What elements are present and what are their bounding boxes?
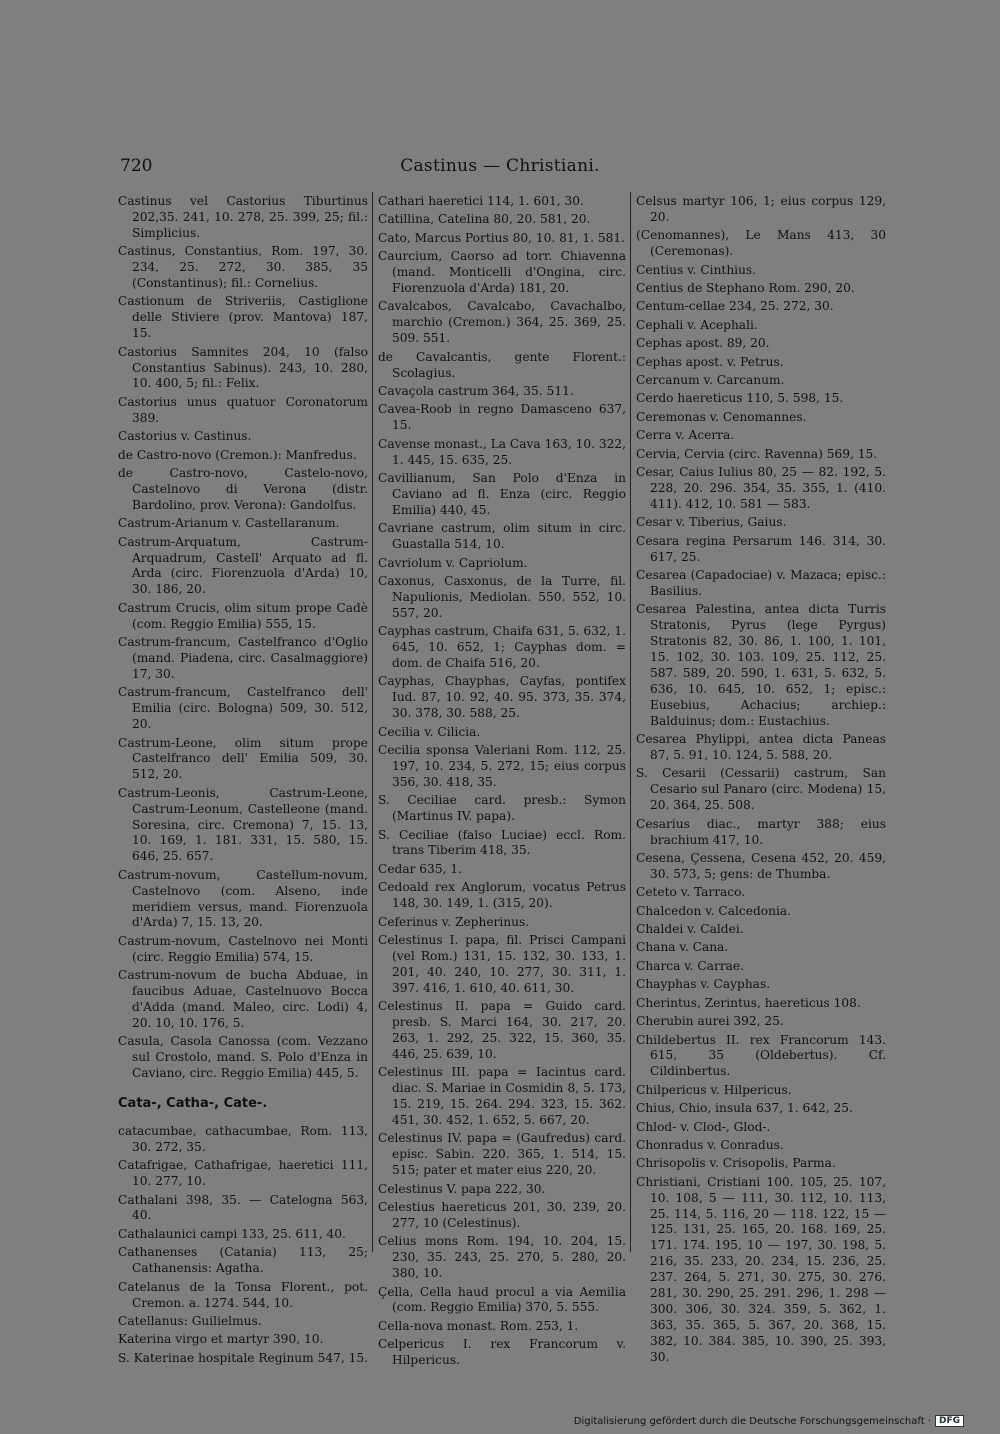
index-entry: Cephas apost. 89, 20. (636, 336, 770, 351)
index-entry: Celestinus I. papa, fil. Prisci Campani (vel Rom.) 131, 15. 132, 30. 133, 1. 201, 40. 240, 10. 277, 30. 311, 1. 397. 416, 1. 610, 40. 611, 30. (378, 932, 626, 995)
dfg-logo: DFG (935, 1415, 964, 1427)
index-entry: catacumbae, cathacumbae, Rom. 113, 30. 272, 35. (118, 1123, 368, 1154)
index-entry: Castrum-francum, Castelfranco dell' Emilia (circ. Bologna) 509, 30. 512, 20. (118, 685, 368, 732)
footer-credit (574, 1415, 964, 1427)
index-entry: Ceferinus v. Zepherinus. (378, 914, 530, 929)
index-entry: Ceremonas v. Cenomannes. (636, 409, 807, 424)
index-entry: Castrum-novum, Castellum-novum, Castelnovo (com. Alseno, inde meridiem versus, mand. Fiorenzuola d'Arda) 7, 15. 13, 20. (118, 867, 368, 930)
index-entry: Catellanus: Guilielmus. (118, 1313, 262, 1328)
index-entry: Christiani, Cristiani 100. 105, 25. 107, 10. 108, 5 — 111, 30. 112, 10. 113, 25. 114, 5. 116, 20 — 118. 122, 15 — 125. 131, 25. 165, 20. 168. 169, 25. 171. 174. 195, 10 — 197, 30. 198, 5. 216, 35. 233, 20. 234, 15. 236, 25. 237. 264, 5. 271, 30. 275, 30. 276. 281, 30. 290, 25. 291. 296, 1. 298 — 300. 306, 30. 324. 359, 5. 362, 1. 363, 35. 365, 5. 367, 20. 368, 15. 382, 10. 384. 385, 10. 390, 25. 393, 30. (636, 1174, 886, 1364)
index-entry: Cavriolum v. Capriolum. (378, 555, 528, 570)
index-entry: de Cavalcantis, gente Florent.: Scolagius. (378, 349, 626, 380)
index-entry: Catillina, Catelina 80, 20. 581, 20. (378, 212, 591, 227)
index-entry: Cesena, Çessena, Cesena 452, 20. 459, 30. 573, 5; gens: de Thumba. (636, 850, 886, 881)
index-entry: de Castro-novo, Castelo-novo, Castelnovo di Verona (distr. Bardolino, prov. Verona): Gandolfus. (118, 466, 368, 512)
index-entry: Cercanum v. Carcanum. (636, 373, 785, 388)
index-entry: Cavillianum, San Polo d'Enza in Caviano ad fl. Enza (circ. Reggio Emilia) 440, 45. (378, 471, 626, 517)
index-entry: de Castro-novo (Cremon.): Manfredus. (118, 447, 357, 462)
index-entry: Catelanus de la Tonsa Florent., pot. Cremon. a. 1274. 544, 10. (118, 1279, 368, 1310)
index-entry: Centum-cellae 234, 25. 272, 30. (636, 299, 834, 314)
index-column-1 (118, 194, 368, 1369)
index-column-3 (636, 194, 886, 1368)
index-entry: Castinus, Constantius, Rom. 197, 30. 234, 25. 272, 30. 385, 35 (Constantinus); fil.: Cornelius. (118, 244, 368, 291)
index-entry: Castrum Crucis, olim situm prope Cadè (com. Reggio Emilia) 555, 15. (118, 600, 368, 631)
index-entry: Celsus martyr 106, 1; eius corpus 129, 20. (636, 194, 886, 224)
index-entry: Chana v. Cana. (636, 940, 729, 955)
index-entry: Celestinus IV. papa = (Gaufredus) card. episc. Sabin. 220. 365, 1. 514, 15. 515; pater et mater eius 220, 20. (378, 1131, 626, 1178)
index-entry: Cayphas castrum, Chaifa 631, 5. 632, 1. 645, 10. 652, 1; Cayphas dom. = dom. de Chaifa 516, 20. (378, 624, 626, 670)
column-divider (372, 192, 373, 1252)
index-entry: Castrum-novum de bucha Abduae, in faucibus Aduae, Castelnuovo Bocca d'Adda (mand. Maleo, circ. Lodi) 4, 20. 10, 10. 176, 5. (118, 968, 368, 1030)
index-entry: Castrum-Leonis, Castrum-Leone, Castrum-Leonum, Castelleone (mand. Soresina, circ. Cremona) 7, 15. 13, 10. 169, 1. 181. 331, 15. 580, 15. 646, 25. 657. (118, 785, 368, 864)
index-entry: Cesar, Caius Iulius 80, 25 — 82. 192, 5. 228, 20. 296. 354, 35. 355, 1. (410. 411). 412, 10. 581 — 583. (636, 465, 886, 511)
index-entry: Castinus vel Castorius Tiburtinus 202,35. 241, 10. 278, 25. 399, 25; fil.: Simplicius. (118, 194, 368, 240)
index-entry: Caxonus, Casxonus, de la Turre, fil. Napulionis, Mediolan. 550. 552, 10. 557, 20. (378, 573, 626, 620)
index-entry: Centius v. Cinthius. (636, 262, 757, 277)
index-entry: Chilpericus v. Hilpericus. (636, 1082, 792, 1097)
index-entry: Cathari haeretici 114, 1. 601, 30. (378, 194, 584, 208)
index-entry: S. Ceciliae card. presb.: Symon (Martinus IV. papa). (378, 793, 626, 824)
index-entry: S. Katerinae hospitale Reginum 547, 15. (118, 1350, 368, 1365)
index-entry: Cephali v. Acephali. (636, 317, 758, 332)
index-entry: Cayphas, Chayphas, Cayfas, pontifex Iud. 87, 10. 92, 40. 95. 373, 35. 374, 30. 378, 30. 588, 25. (378, 674, 626, 721)
index-entry: Charca v. Carrae. (636, 958, 745, 973)
index-entry: Centius de Stephano Rom. 290, 20. (636, 281, 855, 296)
index-entry: Cephas apost. v. Petrus. (636, 354, 784, 369)
index-entry: Casula, Casola Canossa (com. Vezzano sul Crostolo, mand. S. Polo d'Enza in Caviano, circ. Reggio Emilia) 445, 5. (118, 1034, 368, 1081)
index-entry: Cesar v. Tiberius, Gaius. (636, 515, 787, 530)
index-entry: Cerdo haereticus 110, 5. 598, 15. (636, 391, 844, 406)
index-entry: Chrisopolis v. Crisopolis, Parma. (636, 1156, 836, 1171)
index-entry: Cavriane castrum, olim situm in circ. Guastalla 514, 10. (378, 521, 626, 552)
index-entry: Castrum-novum, Castelnovo nei Monti (circ. Reggio Emilia) 574, 15. (118, 933, 368, 964)
index-entry: Cedar 635, 1. (378, 861, 462, 876)
section-heading: Cata-, Catha-, Cate-. (118, 1096, 268, 1112)
index-entry: Cathalaunici campi 133, 25. 611, 40. (118, 1226, 346, 1241)
index-entry: Cathalani 398, 35. — Catelogna 563, 40. (118, 1192, 368, 1223)
index-entry: Cerra v. Acerra. (636, 428, 735, 443)
index-entry: Cecilia v. Cilicia. (378, 724, 481, 739)
index-entry: Cella-nova monast. Rom. 253, 1. (378, 1318, 579, 1333)
index-entry: Castorius v. Castinus. (118, 429, 252, 444)
column-divider (630, 192, 631, 1252)
running-head: Castinus — Christiani. (400, 156, 600, 176)
index-entry: Celpericus I. rex Francorum v. Hilpericus. (378, 1337, 626, 1368)
index-entry: Cervia, Cervia (circ. Ravenna) 569, 15. (636, 446, 878, 461)
index-entry: Cesarius diac., martyr 388; eius brachium 417, 10. (636, 816, 886, 847)
index-entry: Cedoald rex Anglorum, vocatus Petrus 148, 30. 149, 1. (315, 20). (378, 880, 626, 911)
index-entry: S. Cesarii (Cessarii) castrum, San Cesario sul Panaro (circ. Modena) 15, 20. 364, 25. 508. (636, 766, 886, 813)
page-number: 720 (120, 156, 153, 176)
index-entry: (Cenomannes), Le Mans 413, 30 (Ceremonas). (636, 228, 886, 259)
index-entry: Castorius Samnites 204, 10 (falso Constantius Sabinus). 243, 10. 280, 10. 400, 5; fil.: Felix. (118, 344, 368, 391)
index-column-2 (378, 194, 626, 1372)
index-entry: Cesarea (Capadociae) v. Mazaca; episc.: Basilius. (636, 568, 886, 598)
index-entry: Celestinus III. papa = Iacintus card. diac. S. Mariae in Cosmidin 8, 5. 173, 15. 219, 15. 264. 294. 323, 15. 362. 451, 30. 452, 1. 652, 5. 667, 20. (378, 1065, 626, 1127)
index-entry: Caurcium, Caorso ad torr. Chiavenna (mand. Monticelli d'Ongina, circ. Fiorenzuola d'Arda) 181, 20. (378, 249, 626, 296)
index-entry: Castrum-Arianum v. Castellaranum. (118, 516, 340, 531)
index-entry: Chayphas v. Cayphas. (636, 977, 771, 992)
index-entry: Çella, Cella haud procul a via Aemilia (com. Reggio Emilia) 370, 5. 555. (378, 1284, 626, 1315)
index-entry: Celestius haereticus 201, 30. 239, 20. 277, 10 (Celestinus). (378, 1199, 626, 1230)
index-entry: Chlod- v. Clod-, Glod-. (636, 1119, 771, 1134)
index-entry: Cavaçola castrum 364, 35. 511. (378, 383, 574, 398)
footer-text: Digitalisierung gefördert durch die Deutsche Forschungsgemeinschaft · (573, 1415, 931, 1427)
index-entry: Katerina virgo et martyr 390, 10. (118, 1332, 324, 1347)
index-entry: Catafrigae, Cathafrigae, haeretici 111, 10. 277, 10. (118, 1158, 368, 1189)
index-entry: Cathanenses (Catania) 113, 25; Cathanensis: Agatha. (118, 1245, 368, 1276)
index-entry: Castrum-Leone, olim situm prope Castelfranco dell' Emilia 509, 30. 512, 20. (118, 735, 368, 782)
index-entry: Castrum-francum, Castelfranco d'Oglio (mand. Piadena, circ. Casalmaggiore) 17, 30. (118, 635, 368, 681)
index-entry: Cesarea Palestina, antea dicta Turris Stratonis, Pyrus (lege Pyrgus) Stratonis 82, 30. 86, 1. 100, 1. 101, 15. 102, 30. 103. 109, 25. 112, 25. 587. 589, 20. 590, 1. 631, 5. 632, 5. 636, 10. 645, 10. 652, 1; episc.: Eusebius, Achacius; archiep.: Balduinus; dom.: Eustachius. (636, 602, 886, 728)
index-entry: Cesarea Phylippi, antea dicta Paneas 87, 5. 91, 10. 124, 5. 588, 20. (636, 732, 886, 762)
index-entry: Cesara regina Persarum 146. 314, 30. 617, 25. (636, 533, 886, 564)
index-entry: Castorius unus quatuor Coronatorum 389. (118, 394, 368, 425)
index-entry: Cato, Marcus Portius 80, 10. 81, 1. 581. (378, 230, 625, 245)
index-entry: Cecilia sponsa Valeriani Rom. 112, 25. 197, 10. 234, 5. 272, 15; eius corpus 356, 30. 418, 35. (378, 743, 626, 789)
index-entry: Childebertus II. rex Francorum 143. 615, 35 (Oldebertus). Cf. Cildinbertus. (636, 1032, 886, 1079)
index-entry: Cherubin aurei 392, 25. (636, 1014, 784, 1029)
index-entry: Chonradus v. Conradus. (636, 1137, 784, 1152)
index-entry: Cavense monast., La Cava 163, 10. 322, 1. 445, 15. 635, 25. (378, 436, 626, 467)
index-entry: Castionum de Striveriis, Castiglione delle Stiviere (prov. Mantova) 187, 15. (118, 294, 368, 341)
index-entry: Castrum-Arquatum, Castrum-Arquadrum, Castell' Arquato ad fl. Arda (circ. Fiorenzuola d'Arda) 10, 30. 186, 20. (118, 534, 368, 597)
index-entry: Celestinus V. papa 222, 30. (378, 1181, 546, 1196)
index-entry: Chaldei v. Caldei. (636, 922, 744, 937)
index-entry: Ceteto v. Tarraco. (636, 885, 746, 900)
index-entry: Cavea-Roob in regno Damasceno 637, 15. (378, 402, 626, 433)
index-entry: Cavalcabos, Cavalcabo, Cavachalbo, marchio (Cremon.) 364, 25. 369, 25. 509. 551. (378, 299, 626, 346)
index-entry: Chalcedon v. Calcedonia. (636, 903, 791, 918)
index-entry: S. Ceciliae (falso Luciae) eccl. Rom. trans Tiberim 418, 35. (378, 827, 626, 858)
index-entry: Celestinus II. papa = Guido card. presb. S. Marci 164, 30. 217, 20. 263, 1. 292, 25. 322, 15. 360, 35. 446, 25. 639, 10. (378, 999, 626, 1061)
index-entry: Celius mons Rom. 194, 10. 204, 15. 230, 35. 243, 25. 270, 5. 280, 20. 380, 10. (378, 1234, 626, 1281)
index-entry: Chius, Chio, insula 637, 1. 642, 25. (636, 1101, 853, 1116)
index-entry: Cherintus, Zerintus, haereticus 108. (636, 995, 861, 1010)
